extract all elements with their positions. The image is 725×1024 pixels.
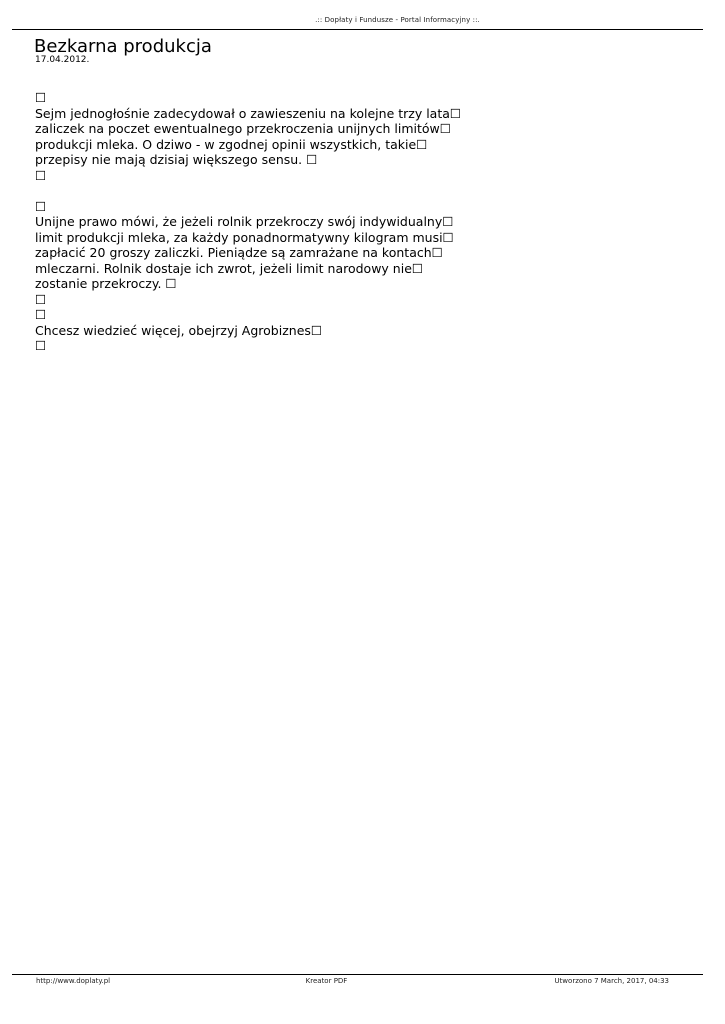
footer-created-date: Utworzono 7 March, 2017, 04:33 [554,977,669,985]
header-divider [12,29,703,30]
article-line: ☐ [35,338,47,353]
article-line: ☐ [35,291,47,307]
footer-url: http://www.doplaty.pl [36,977,111,985]
article-line: Sejm jednogłośnie zadecydował o zawieszeniu na kolejne trzy lata☐ [35,105,462,121]
footer-generator: Kreator PDF [305,977,348,985]
article-title: Bezkarna produkcja [34,36,212,57]
footer-divider [12,974,703,975]
article-line: ☐ [35,307,47,322]
article-line: produkcji mleka. O dziwo - w zgodnej opinii wszystkich, takie☐ [35,136,428,152]
article-line: Unijne prawo mówi, że jeżeli rolnik przekroczy swój indywidualny☐ [35,214,454,229]
article-line: ☐ [35,167,47,183]
article-line: ☐ [35,198,47,214]
article-line: ☐ [35,90,47,105]
article-date: 17.04.2012. [35,55,90,65]
article-body [35,90,495,354]
article-line: mleczarni. Rolnik dostaje ich zwrot, jeżeli limit narodowy nie☐ [35,260,424,276]
article-line: limit produkcji mleka, za każdy ponadnormatywny kilogram musi☐ [35,229,454,245]
article-line: zaliczek na poczet ewentualnego przekroczenia unijnych limitów☐ [35,121,451,136]
article-line: zostanie przekroczy. ☐ [35,276,177,291]
site-header-title: .:: Dopłaty i Fundusze - Portal Informacyjny ::. [315,16,480,24]
article-line: Chcesz wiedzieć więcej, obejrzyj Agrobiznes☐ [35,322,323,338]
article-line [35,183,495,199]
article-line: zapłacić 20 groszy zaliczki. Pieniądze są zamrażane na kontach☐ [35,245,443,260]
article-line: przepisy nie mają dzisiaj większego sensu. ☐ [35,152,318,167]
